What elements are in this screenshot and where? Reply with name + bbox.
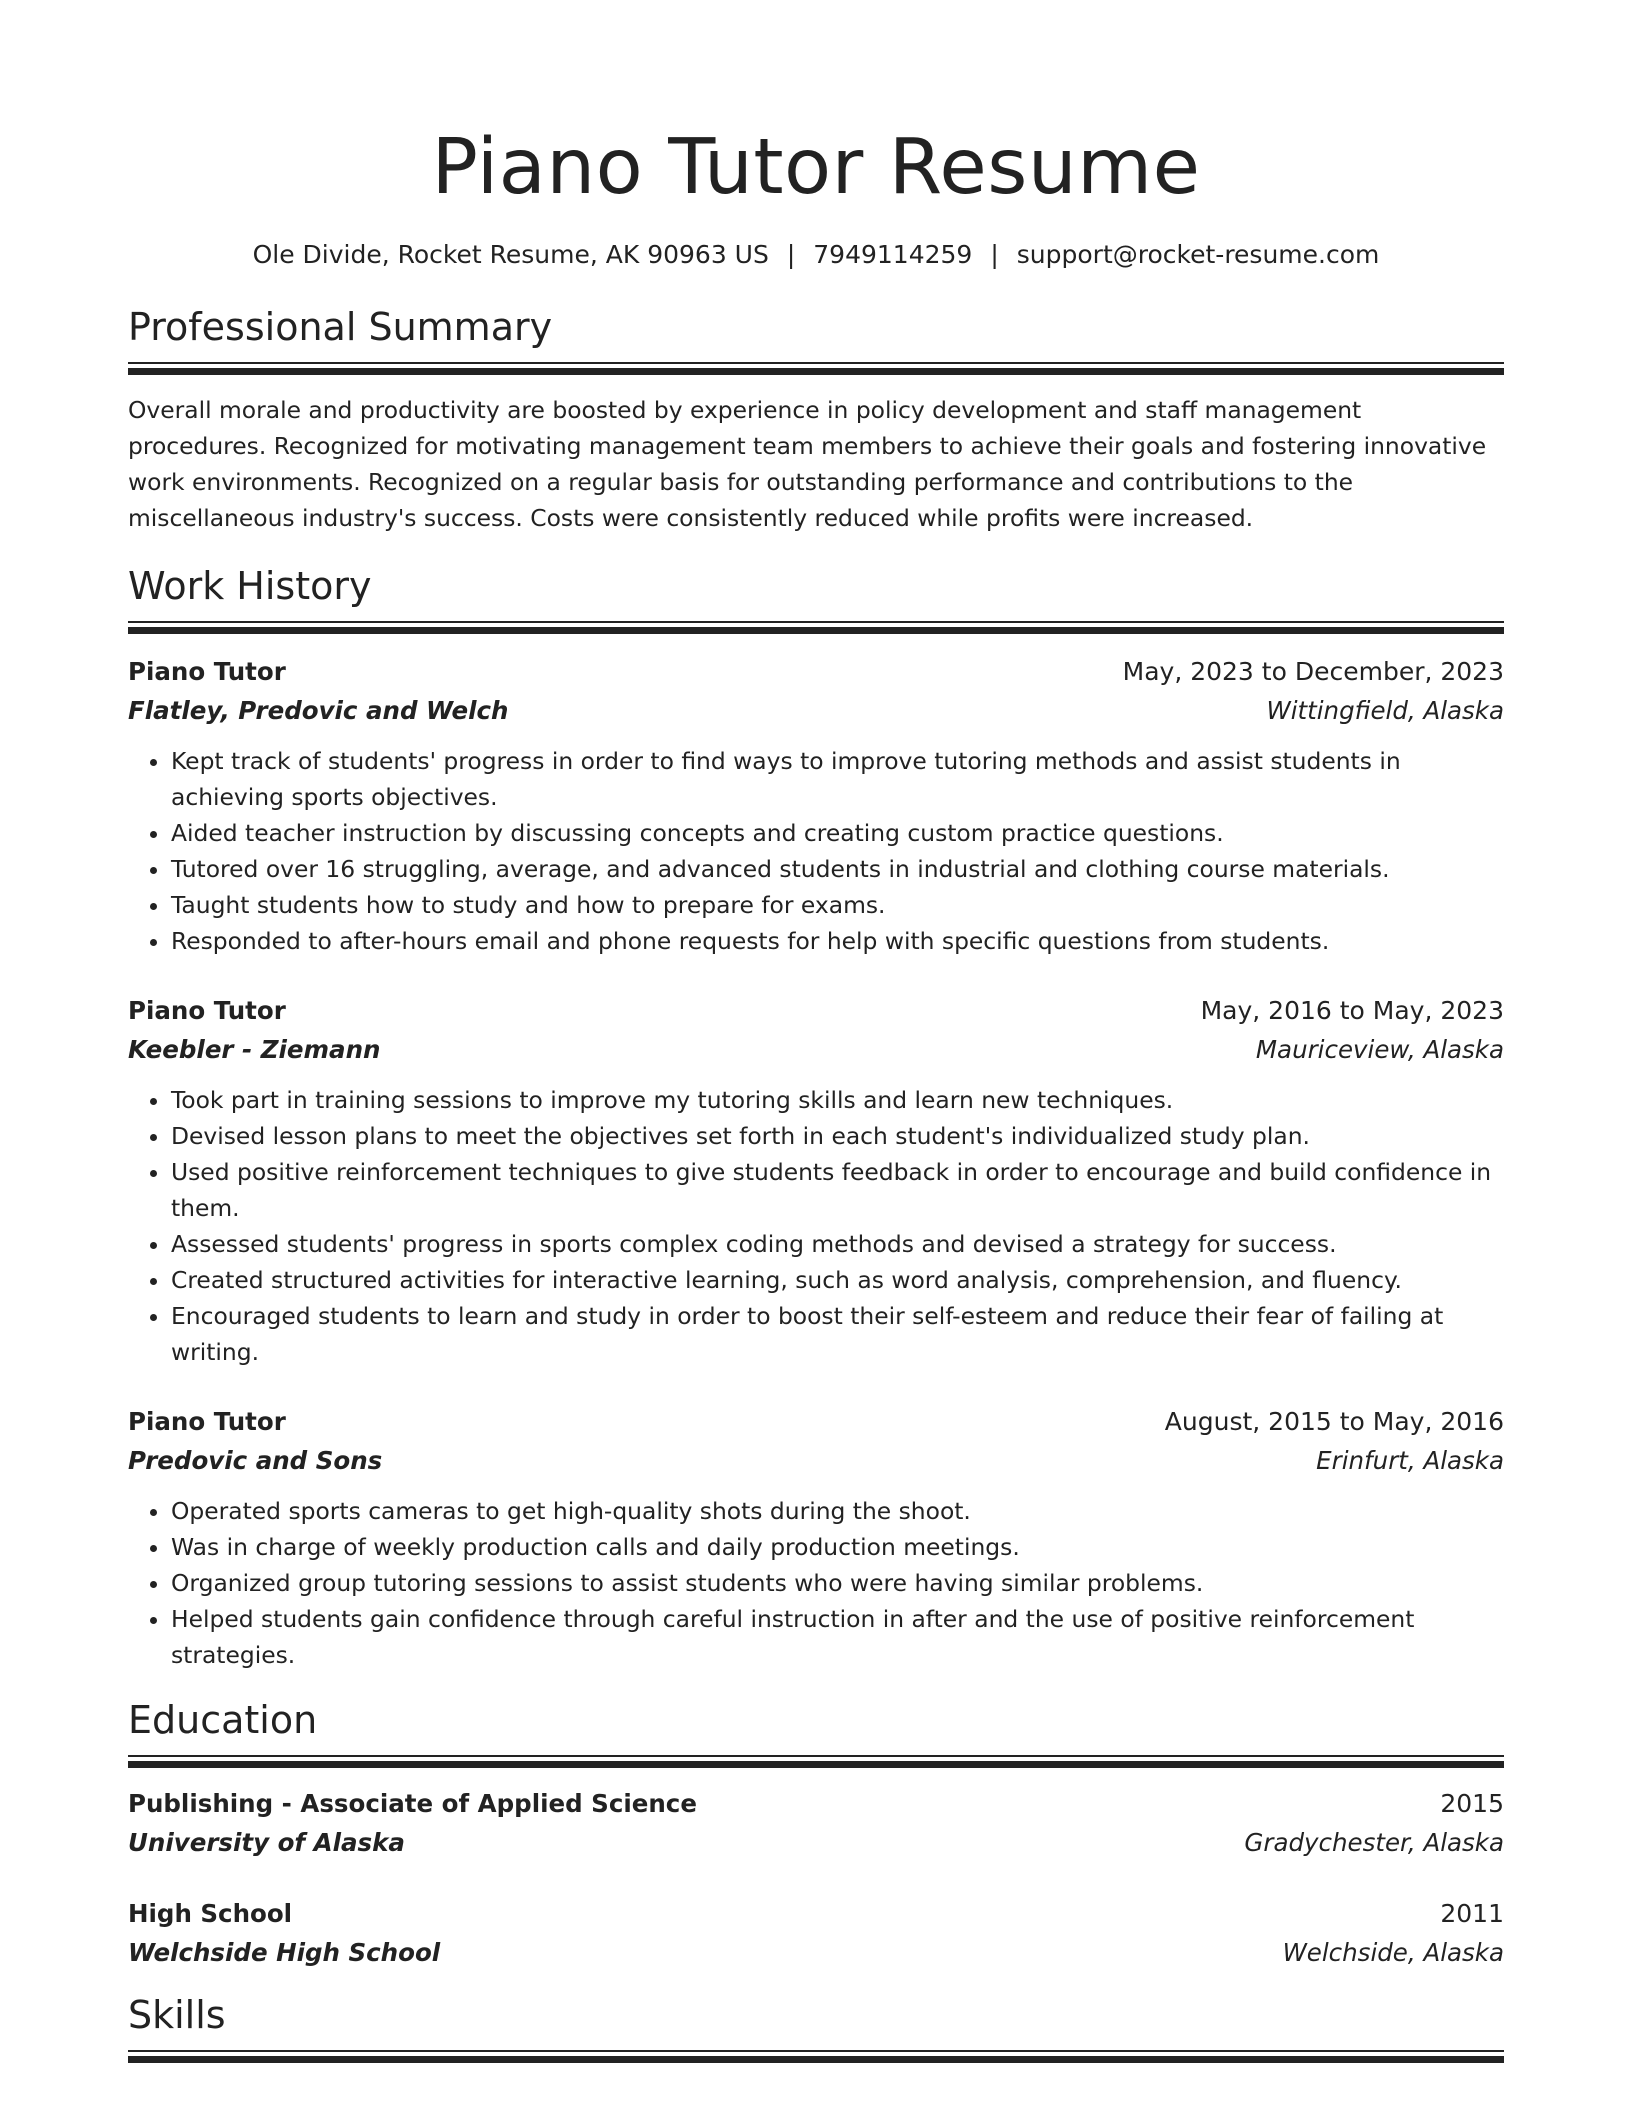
section-divider-thin: [128, 2050, 1504, 2052]
section-divider-thick: [128, 1761, 1504, 1768]
job-bullets: [128, 743, 1504, 959]
job-entry: [128, 652, 1504, 959]
job-header-row: [128, 1402, 1504, 1441]
education-location: Welchside, Alaska: [1282, 1938, 1504, 1967]
job-entry: [128, 1402, 1504, 1673]
resume-title: Piano Tutor Resume: [431, 123, 1201, 212]
job-company: Flatley, Predovic and Welch: [128, 696, 509, 725]
education-degree: High School: [128, 1899, 293, 1928]
section-heading-education: Education: [128, 1698, 318, 1742]
education-header-row: [128, 1894, 1504, 1933]
job-bullet: • Used positive reinforcement techniques to give students feedback in order to encourage and build confidence in them.: [171, 1154, 1504, 1226]
job-title: Piano Tutor: [128, 657, 286, 686]
section-divider-thick: [128, 368, 1504, 375]
job-bullet: • Took part in training sessions to improve my tutoring skills and learn new techniques.: [171, 1082, 1504, 1118]
section-heading-work-history: Work History: [128, 564, 372, 608]
education-school-row: [128, 1933, 1504, 1972]
section-divider-thin: [128, 1755, 1504, 1757]
job-company: Predovic and Sons: [128, 1446, 383, 1475]
education-entry: [128, 1894, 1504, 1972]
job-bullets: [128, 1082, 1504, 1370]
section-divider-thick: [128, 627, 1504, 634]
job-header-row: [128, 652, 1504, 691]
job-bullet: • Aided teacher instruction by discussing concepts and creating custom practice questions.: [171, 815, 1504, 851]
job-location: Erinfurt, Alaska: [1316, 1446, 1504, 1475]
contact-line: [128, 238, 1504, 272]
education-year: 2011: [1440, 1899, 1504, 1928]
job-bullet: • Organized group tutoring sessions to assist students who were having similar problems.: [171, 1565, 1504, 1601]
education-school: Welchside High School: [128, 1938, 441, 1967]
job-company-row: [128, 1030, 1504, 1069]
summary-section: [128, 302, 1504, 536]
section-heading-summary: Professional Summary: [128, 305, 553, 349]
education-year: 2015: [1440, 1789, 1504, 1818]
job-company-row: [128, 691, 1504, 730]
contact-separator: |: [990, 240, 999, 269]
job-bullet: • Was in charge of weekly production calls and daily production meetings.: [171, 1529, 1504, 1565]
contact-email[interactable]: support@rocket-resume.com: [1016, 240, 1380, 269]
job-dates: August, 2015 to May, 2016: [1164, 1407, 1504, 1436]
section-divider-thin: [128, 621, 1504, 623]
job-bullet: • Assessed students' progress in sports complex coding methods and devised a strategy for success.: [171, 1226, 1504, 1262]
job-bullet: • Encouraged students to learn and study in order to boost their self-esteem and reduce their fear of failing at writing.: [171, 1298, 1504, 1370]
contact-phone: 7949114259: [813, 240, 973, 269]
education-degree: Publishing - Associate of Applied Science: [128, 1789, 697, 1818]
education-school-row: [128, 1823, 1504, 1862]
education-header-row: [128, 1784, 1504, 1823]
job-header-row: [128, 991, 1504, 1030]
job-bullet: • Kept track of students' progress in order to find ways to improve tutoring methods and assist students in achieving sports objectives.: [171, 743, 1504, 815]
education-section: [128, 1695, 1504, 1972]
contact-address: Ole Divide, Rocket Resume, AK 90963 US: [252, 240, 769, 269]
job-title: Piano Tutor: [128, 996, 286, 1025]
job-bullet: • Taught students how to study and how to prepare for exams.: [171, 887, 1504, 923]
job-dates: May, 2016 to May, 2023: [1200, 996, 1504, 1025]
job-bullets: [128, 1493, 1504, 1673]
job-company: Keebler - Ziemann: [128, 1035, 381, 1064]
job-bullet: • Operated sports cameras to get high-quality shots during the shoot.: [171, 1493, 1504, 1529]
education-entry: [128, 1784, 1504, 1862]
job-bullet: • Responded to after-hours email and phone requests for help with specific questions from students.: [171, 923, 1504, 959]
education-location: Gradychester, Alaska: [1244, 1828, 1504, 1857]
resume-page: [128, 0, 1504, 2063]
job-bullet: • Created structured activities for interactive learning, such as word analysis, comprehension, and fluency.: [171, 1262, 1504, 1298]
job-company-row: [128, 1441, 1504, 1480]
contact-separator: |: [786, 240, 796, 269]
job-location: Mauriceview, Alaska: [1255, 1035, 1504, 1064]
job-location: Wittingfield, Alaska: [1266, 696, 1504, 725]
skills-section: [128, 1990, 1504, 2063]
job-dates: May, 2023 to December, 2023: [1122, 657, 1504, 686]
job-title: Piano Tutor: [128, 1407, 286, 1436]
job-bullet: • Helped students gain confidence through careful instruction in after and the use of positive reinforcement strategies.: [171, 1601, 1504, 1673]
job-bullet: • Tutored over 16 struggling, average, and advanced students in industrial and clothing course materials.: [171, 851, 1504, 887]
section-divider-thick: [128, 2056, 1504, 2063]
summary-text: Overall morale and productivity are boosted by experience in policy development and staff management procedures. Recognized for motivating management team members to achieve their goals and fostering innovative work environments. Recognized on a regular basis for outstanding performance and contributions to the miscellaneous industry's success. Costs were consistently reduced while profits were increased.: [128, 396, 1487, 532]
section-divider-thin: [128, 362, 1504, 364]
job-entry: [128, 991, 1504, 1370]
job-bullet: • Devised lesson plans to meet the objectives set forth in each student's individualized study plan.: [171, 1118, 1504, 1154]
section-heading-skills: Skills: [128, 1993, 226, 2037]
work-history-section: [128, 561, 1504, 1673]
education-school: University of Alaska: [128, 1828, 405, 1857]
